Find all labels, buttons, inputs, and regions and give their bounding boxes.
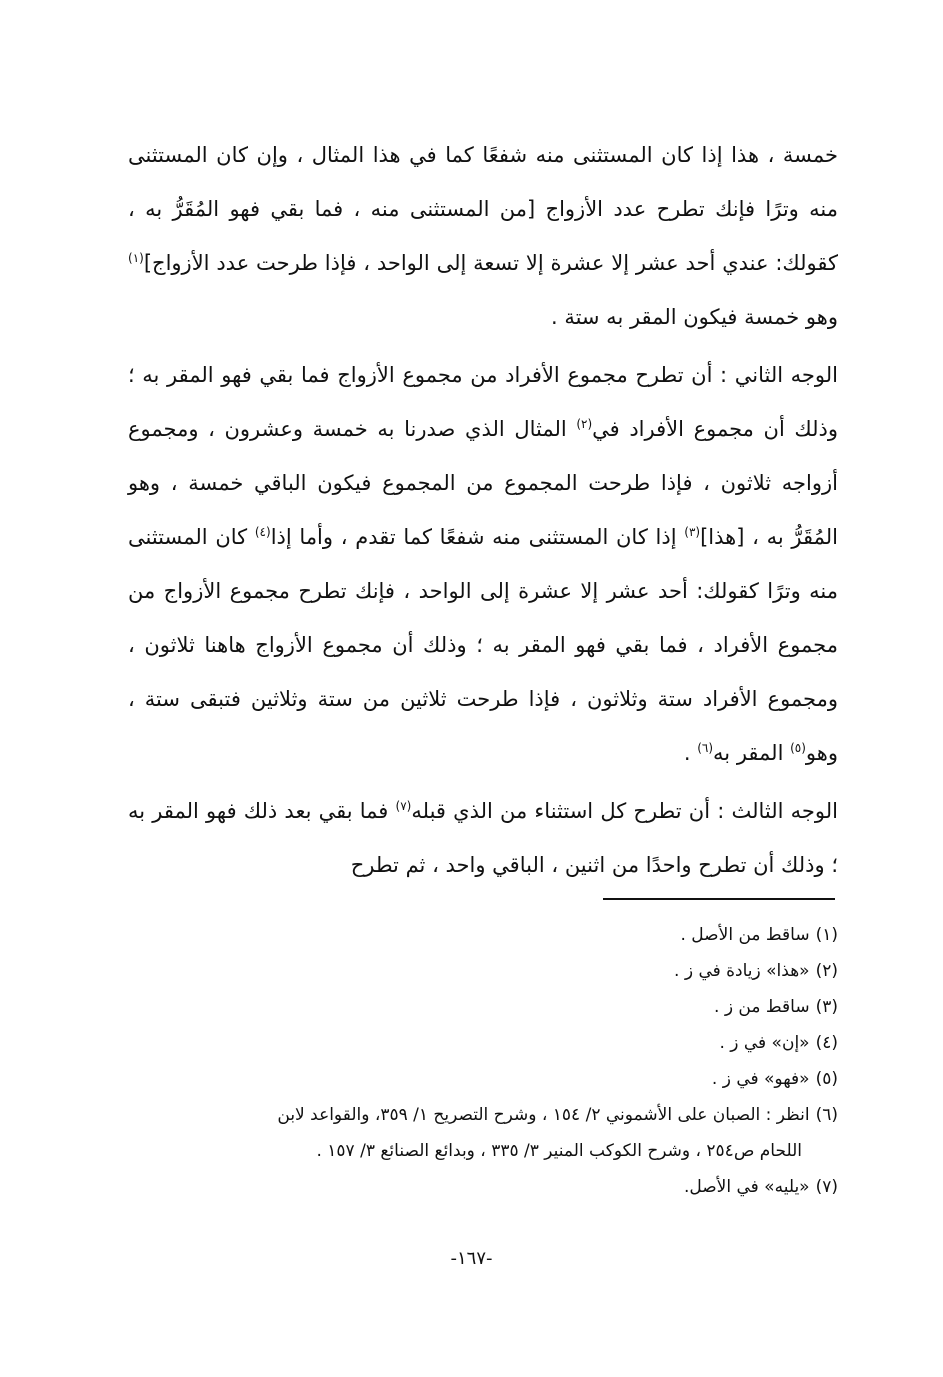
text-run: المقر به [713,741,791,765]
footnote-item [128,989,838,1025]
footnote-text: «فهو» في ز . [711,1069,810,1089]
footnote-marker: (٢) [576,417,593,431]
footnote-number: (١) [815,925,838,945]
page-number: -١٦٧- [450,1248,493,1269]
footnote-item [128,1025,838,1061]
text-run: المثال الذي صدرنا به خمسة وعشرون ، ومجموع أزواجه ثلاثون ، فإذا طرحت المجموع من المجموع فيكون الباقي خمسة ، وهو المُقَرُّ به ، [هذا] [128,417,838,549]
text-run: خمسة ، هذا إذا كان المستثنى منه شفعًا كما في هذا المثال ، وإن كان المستثنى منه وترًا فإنك تطرح عدد الأزواج [من المستثنى منه ، فما بقي فهو المُقَرُّ به ، كقولك: عندي أحد عشر إلا عشرة إلا تسعة إلى الواحد ، فإذا طرحت عدد الأزواج] [128,143,838,275]
text-run: وهو خمسة فيكون المقر به ستة . [550,305,838,329]
footnote-item [128,1061,838,1097]
text-run: إذا كان المستثنى منه شفعًا كما تقدم ، وأما إذا [270,525,685,549]
footnote-marker: (٧) [395,799,412,813]
footnote-item [128,1169,838,1205]
main-text [128,128,838,892]
footnote-text: «يليه» في الأصل. [683,1177,810,1197]
footnote-text: اللحام ص٢٥٤ ، وشرح الكوكب المنير ٣/ ٣٣٥ ، وبدائع الصنائع ٣/ ١٥٧ . [316,1141,802,1161]
footnote-marker: (١) [128,251,144,265]
footnote-text: انظر : الصبان على الأشموني ٢/ ١٥٤ ، وشرح التصريح ١/ ٣٥٩، والقواعد لابن [277,1105,810,1125]
footnote-number: (٤) [815,1033,838,1053]
footnote-text: «إن» في ز . [719,1033,810,1053]
footnote-text: ساقط من ز . [714,997,810,1017]
footnote-separator [603,898,835,900]
footnote-item [128,1133,838,1169]
text-run: . [683,741,698,765]
footnote-item [128,917,838,953]
footnote-number: (٣) [815,997,838,1017]
footnote-marker: (٣) [684,525,701,539]
footnote-number: (٦) [815,1105,838,1125]
text-run: الوجه الثاني : أن تطرح مجموع الأفراد من مجموع الأزواج فما بقي فهو المقر به ؛ وذلك أن مجموع الأفراد في [128,363,838,441]
text-run: الوجه الثالث : أن تطرح كل استثناء من الذي قبله [411,799,838,823]
footnote-marker: (٤) [254,525,271,539]
paragraph [128,784,838,892]
footnote-marker: (٦) [697,741,714,755]
footnote-text: «هذا» زيادة في ز . [674,961,810,981]
paragraph [128,348,838,780]
footnote-text: ساقط من الأصل . [680,925,810,945]
footnote-item [128,1097,838,1133]
footnote-item [128,953,838,989]
text-run: فما بقي بعد ذلك فهو المقر به ؛ وذلك أن تطرح واحدًا من اثنين ، الباقي واحد ، ثم تطرح [128,799,838,877]
text-run: كان المستثنى منه وترًا كقولك: أحد عشر إلا عشرة إلى الواحد ، فإنك تطرح مجموع الأزواج من مجموع الأفراد ، فما بقي فهو المقر به ؛ وذلك أن مجموع الأزواج هاهنا ثلاثون ، ومجموع الأفراد ستة وثلاثون ، فإذا طرحت ثلاثين من ستة وثلاثين فتبقى ستة ، وهو [128,525,838,765]
footnote-number: (٥) [815,1069,838,1089]
footnotes [128,917,838,1205]
footnote-marker: (٥) [790,741,806,755]
footnote-number: (٢) [815,961,838,981]
footnote-number: (٧) [815,1177,838,1197]
paragraph [128,128,838,344]
